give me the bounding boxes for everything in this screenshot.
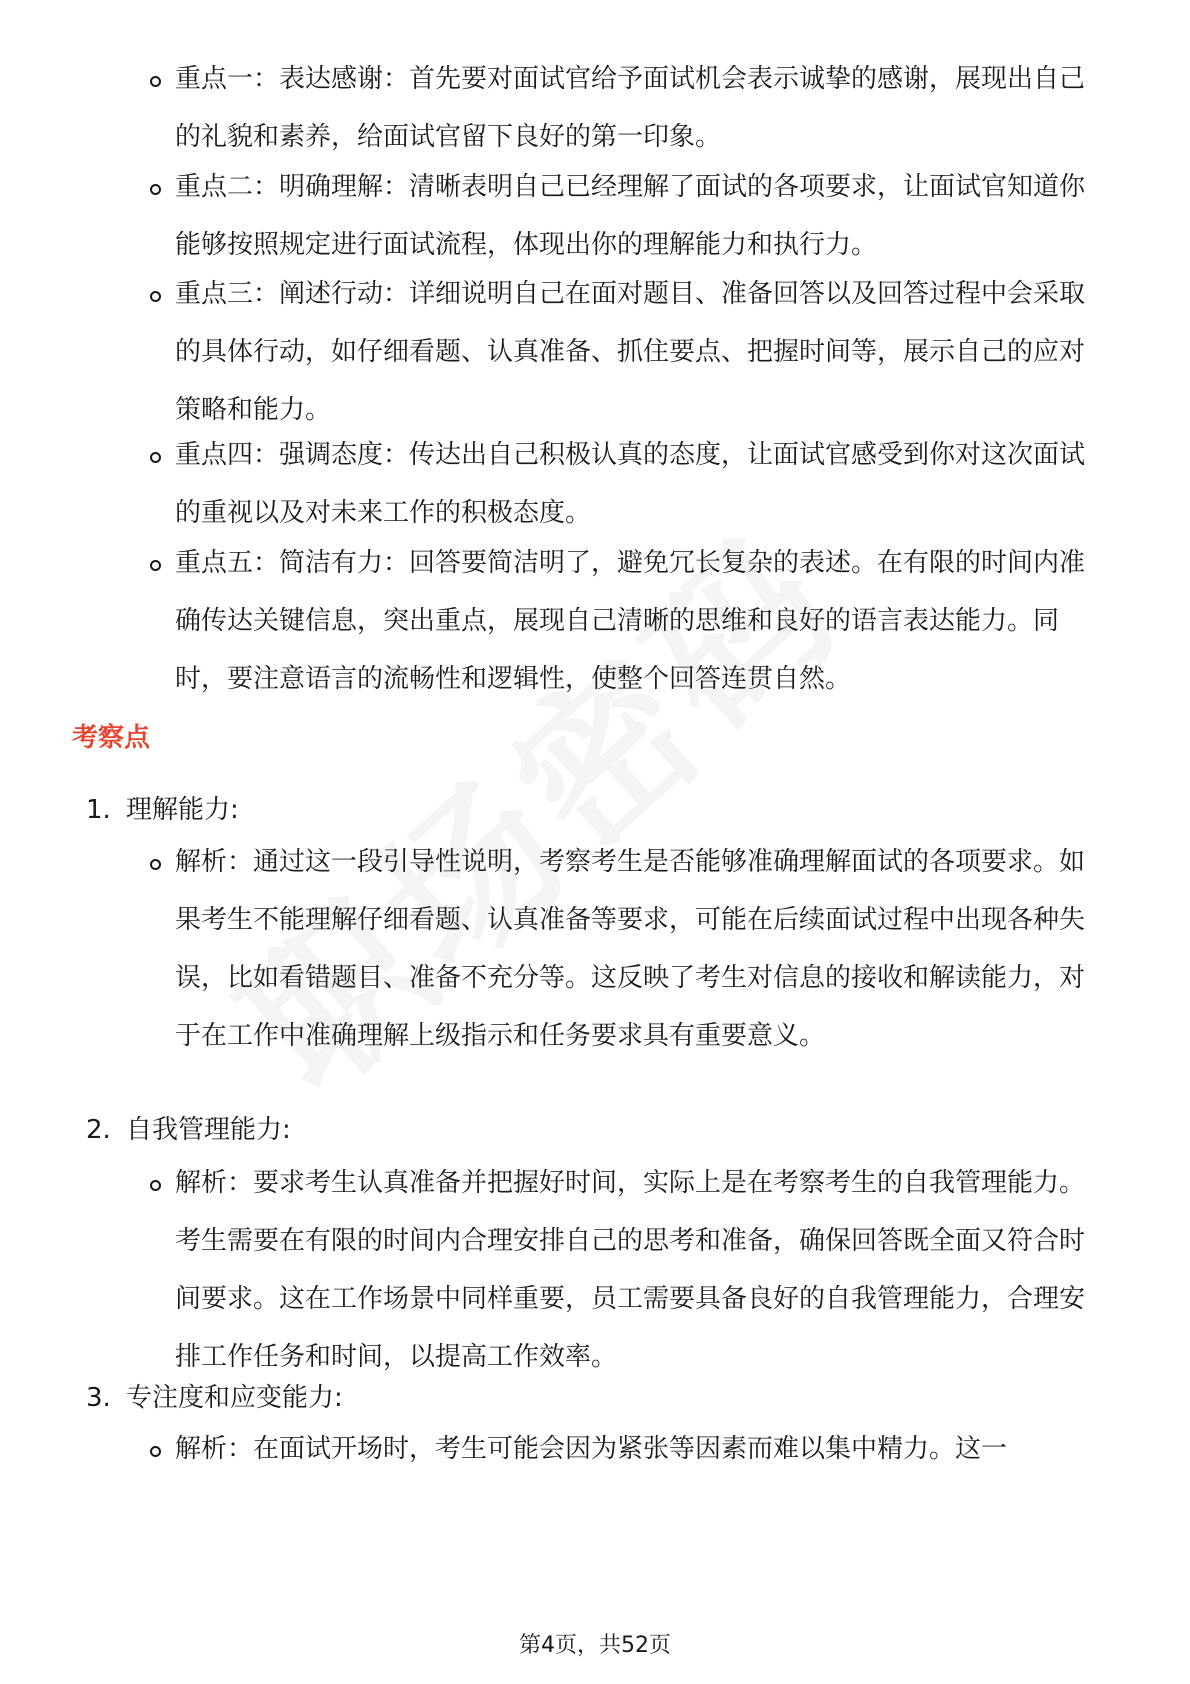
item-title: 专注度和应变能力: [126,1383,343,1413]
analysis-bullet: 解析：通过这一段引导性说明，考察考生是否能够准确理解面试的各项要求。如果考生不能理解仔细看题、认真准备等要求，可能在后续面试过程中出现各种失误，比如看错题目、准备不充分等。这反映了考生对信息的接收和解读能力，对于在工作中准确理解上级指示和任务要求具有重要意义。 [175,833,1105,1065]
item-number: 2. [86,1115,111,1145]
section-heading: 考察点 [72,723,151,753]
analysis-bullet: 解析：在面试开场时，考生可能会因为紧张等因素而难以集中精力。这一 [175,1420,1105,1478]
analysis-bullet: 解析：要求考生认真准备并把握好时间，实际上是在考察考生的自我管理能力。考生需要在有限的时间内合理安排自己的思考和准备，确保回答既全面又符合时间要求。这在工作场景中同样重要，员工需要具备良好的自我管理能力，合理安排工作任务和时间，以提高工作效率。 [175,1154,1105,1386]
item-title: 理解能力: [126,795,239,825]
bullet-item: 重点五：简洁有力：回答要简洁明了，避免冗长复杂的表述。在有限的时间内准确传达关键信息，突出重点，展现自己清晰的思维和良好的语言表达能力。同时，要注意语言的流畅性和逻辑性，使整个回答连贯自然。 [175,534,1105,708]
bullet-item: 重点三：阐述行动：详细说明自己在面对题目、准备回答以及回答过程中会采取的具体行动，如仔细看题、认真准备、抓住要点、把握时间等，展示自己的应对策略和能力。 [175,265,1105,439]
item-title: 自我管理能力: [126,1115,291,1145]
page-number-footer: 第4页，共52页 [519,1633,671,1658]
item-number: 1. [86,795,111,825]
bullet-item: 重点二：明确理解：清晰表明自己已经理解了面试的各项要求，让面试官知道你能够按照规定进行面试流程，体现出你的理解能力和执行力。 [175,158,1105,274]
numbered-item-1 [86,790,239,830]
bullet-item: 重点一：表达感谢：首先要对面试官给予面试机会表示诚挚的感谢，展现出自己的礼貌和素养，给面试官留下良好的第一印象。 [175,50,1105,166]
numbered-item-3 [86,1378,343,1418]
numbered-item-2 [86,1110,291,1150]
item-number: 3. [86,1383,111,1413]
bullet-item: 重点四：强调态度：传达出自己积极认真的态度，让面试官感受到你对这次面试的重视以及对未来工作的积极态度。 [175,426,1105,542]
